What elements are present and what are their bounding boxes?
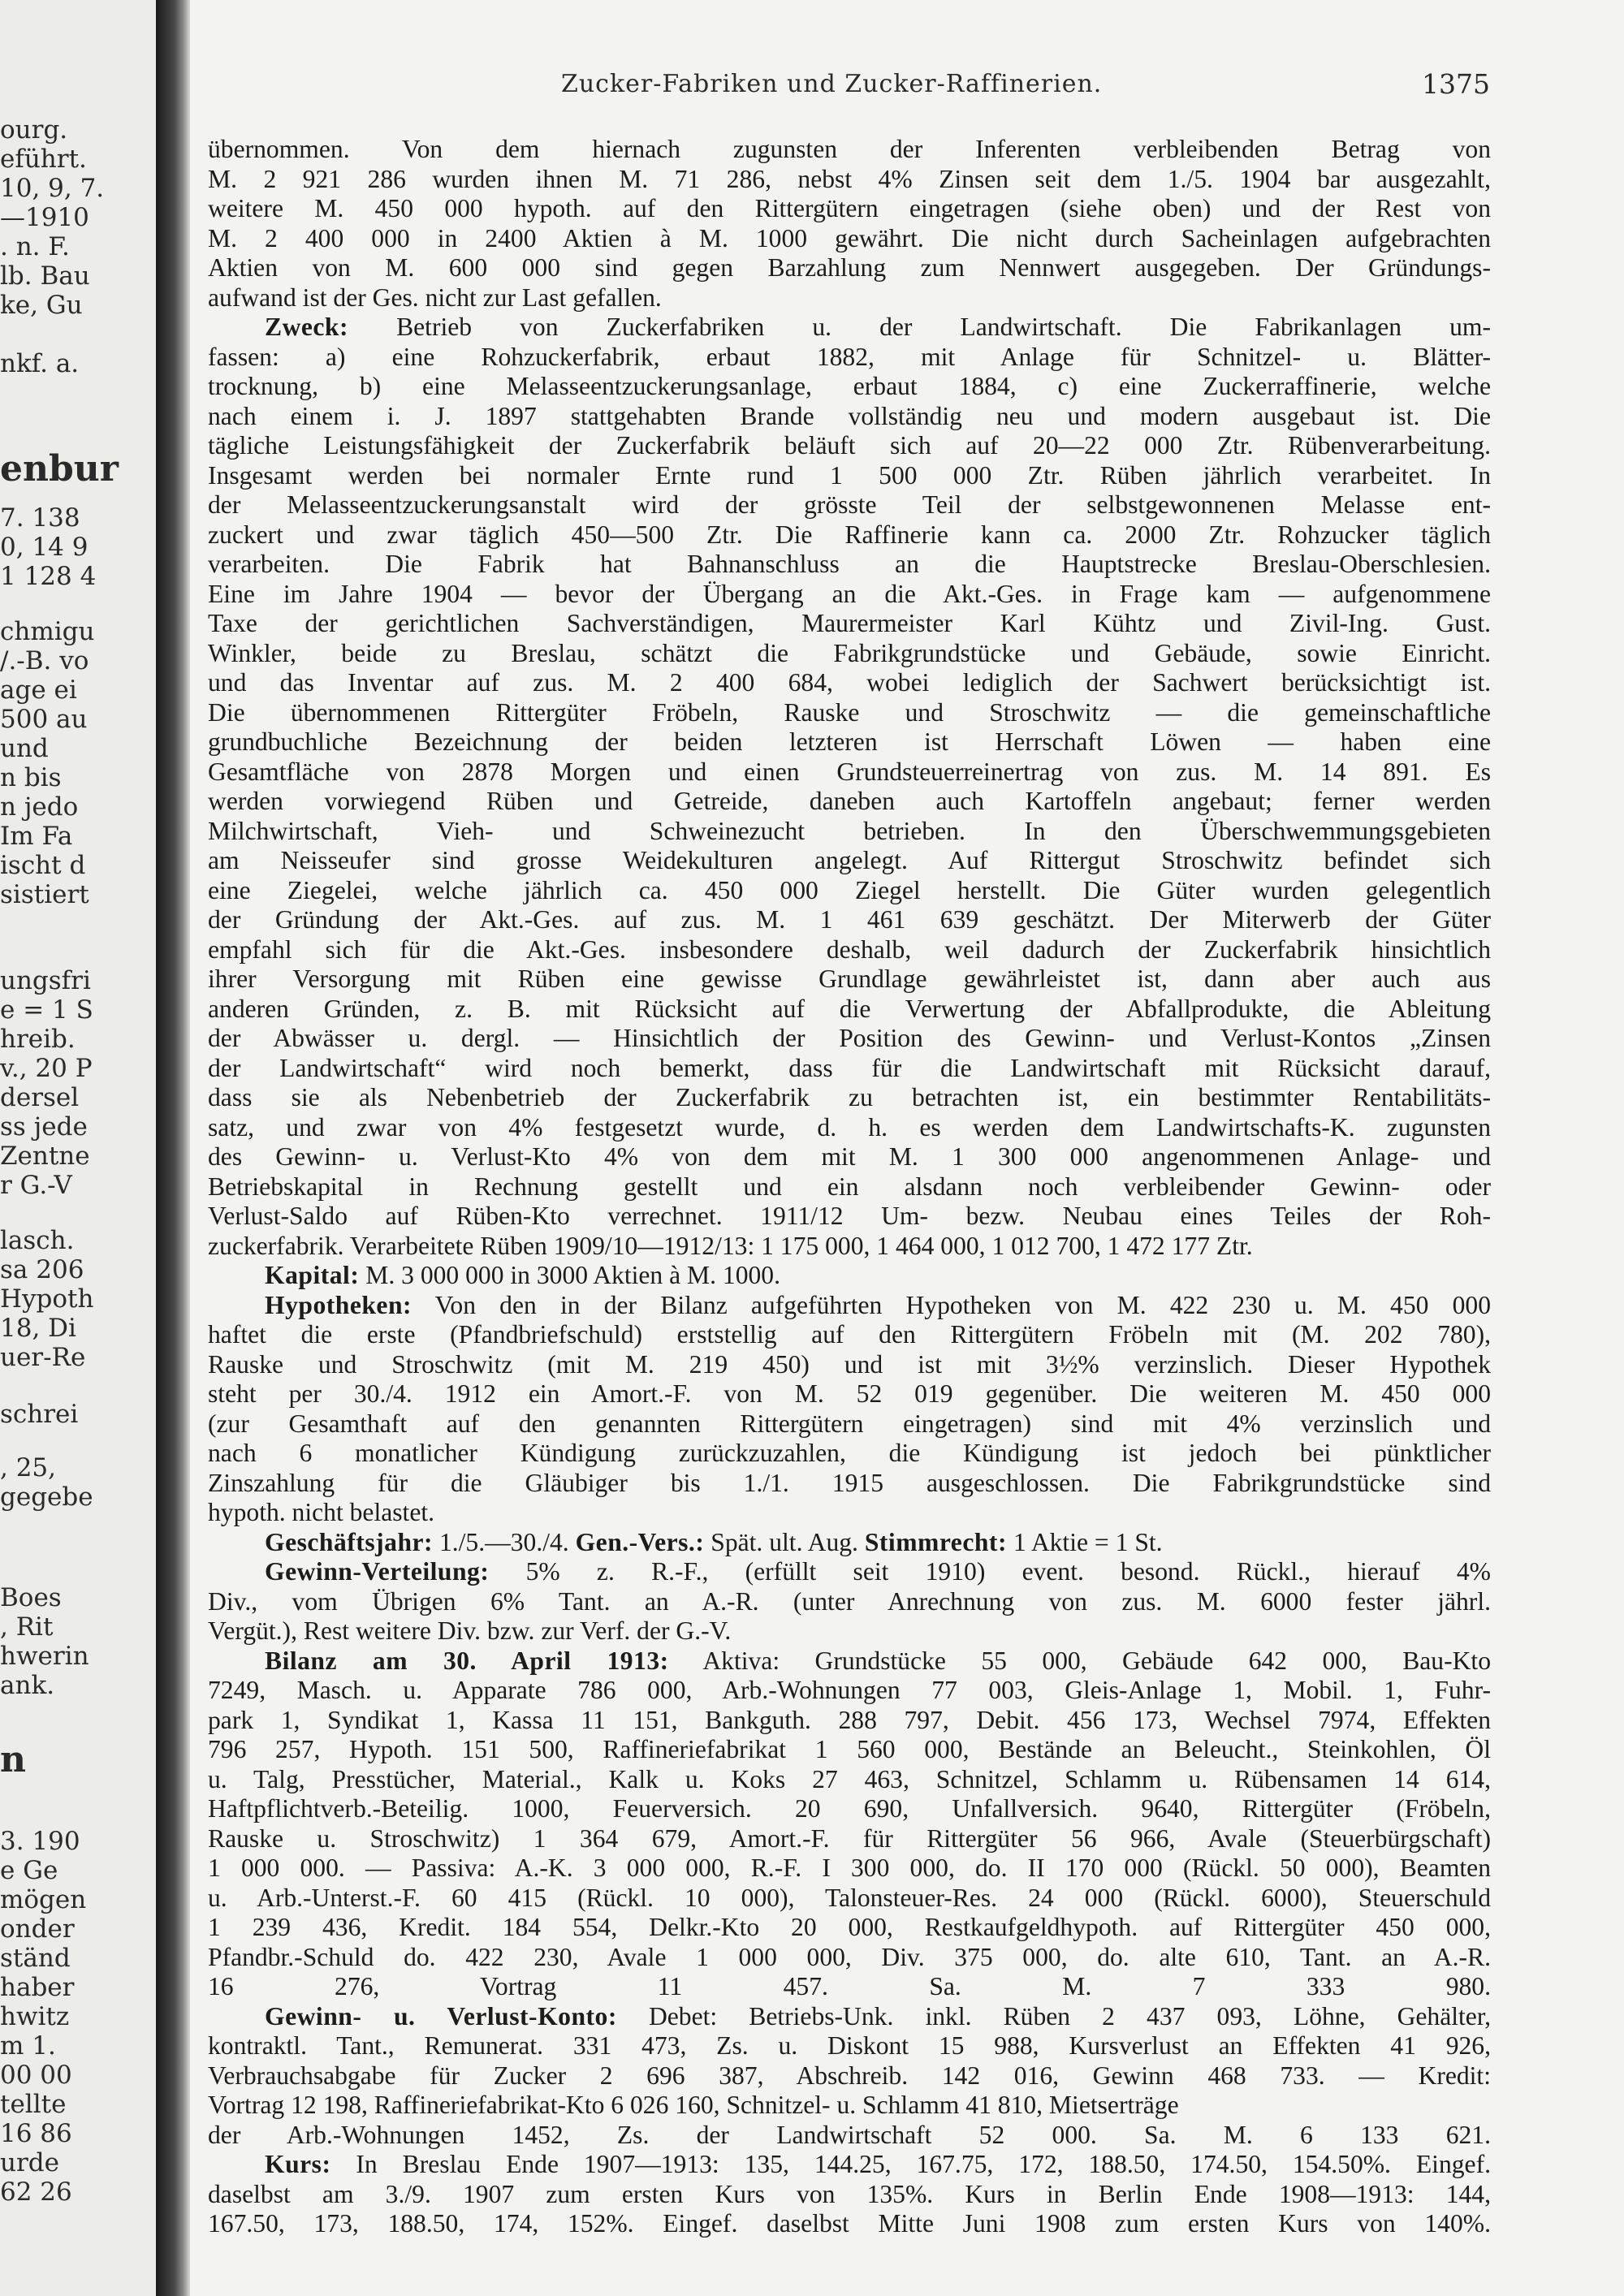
text-line: Milchwirtschaft, Vieh- und Schweinezucht betrieben. In den Überschwemmungsgebieten	[208, 816, 1491, 845]
left-page-fragment: mögen	[0, 1885, 87, 1914]
text-line: zuckerfabrik. Verarbeitete Rüben 1909/10—1912/13: 1 175 000, 1 464 000, 1 012 700, 1 472 177 Ztr.	[208, 1231, 1253, 1260]
page	[192, 0, 1624, 2296]
text-line: dass sie als Nebenbetrieb der Zuckerfabrik zu betrachten ist, ein bestimmter Rentabilitäts-	[208, 1083, 1491, 1111]
text-line: Kapital: M. 3 000 000 in 3000 Aktien à M. 1000.	[265, 1261, 781, 1289]
text-line: der Arb.-Wohnungen 1452, Zs. der Landwirtschaft 52 000. Sa. M. 6 133 621.	[208, 2120, 1491, 2149]
text-line: der Gründung der Akt.-Ges. auf zus. M. 1 461 639 geschätzt. Der Miterwerb der Güter	[208, 905, 1491, 934]
text-line: Vortrag 12 198, Raffineriefabrikat-Kto 6 026 160, Schnitzel- u. Schlamm 41 810, Mietserträge	[208, 2091, 1179, 2119]
left-page-fragment: e = 1 S	[0, 995, 93, 1025]
left-page-fragment: hwerin	[0, 1642, 89, 1671]
text-line: hypoth. nicht belastet.	[208, 1498, 435, 1526]
text-line: Verbrauchsabgabe für Zucker 2 696 387, Abschreib. 142 016, Gewinn 468 733. — Kredit:	[208, 2061, 1491, 2090]
text-line: Kurs: In Breslau Ende 1907—1913: 135, 144.25, 167.75, 172, 188.50, 174.50, 154.50%. Eingef.	[265, 2150, 1491, 2178]
text-line: verarbeiten. Die Fabrik hat Bahnanschluss an die Hauptstrecke Breslau-Oberschlesien.	[208, 550, 1491, 578]
left-page-fragment: n bis	[0, 763, 62, 792]
text-line: Haftpflichtverb.-Beteilig. 1000, Feuerversich. 20 690, Unfallversich. 9640, Rittergüter (Fröbeln,	[208, 1794, 1491, 1823]
text-line: nach 6 monatlicher Kündigung zurückzuzahlen, die Kündigung ist jedoch bei pünktlicher	[208, 1439, 1491, 1467]
running-head: Zucker-Fabriken und Zucker-Raffinerien.	[561, 70, 1103, 98]
adjacent-page-fragment	[0, 0, 158, 2296]
text-line: Gewinn- u. Verlust-Konto: Debet: Betriebs-Unk. inkl. Rüben 2 437 093, Löhne, Gehälter,	[265, 2001, 1491, 2031]
text-line: 1 000 000. — Passiva: A.-K. 3 000 000, R.-F. I 300 000, do. II 170 000 (Rückl. 50 000), Beamten	[208, 1854, 1491, 1882]
text-line: kontraktl. Tant., Remunerat. 331 473, Zs. u. Diskont 15 988, Kursverlust an Effekten 41 926,	[208, 2031, 1491, 2060]
left-page-fragment: lasch.	[0, 1226, 75, 1255]
text-line: Zweck: Betrieb von Zuckerfabriken u. der Landwirtschaft. Die Fabrikanlagen um-	[265, 313, 1491, 341]
left-page-fragment: hreib.	[0, 1025, 76, 1054]
text-line: empfahl sich für die Akt.-Ges. insbesondere deshalb, weil dadurch der Zuckerfabrik hinsichtlich	[208, 934, 1491, 964]
left-page-fragment: ss jede	[0, 1112, 88, 1142]
left-page-fragment: uer-Re	[0, 1343, 86, 1372]
left-page-fragment: und	[0, 734, 49, 763]
left-page-fragment: sa 206	[0, 1255, 84, 1284]
text-line: Die übernommenen Rittergüter Fröbeln, Rauske und Stroschwitz — die gemeinschaftliche	[208, 697, 1491, 727]
left-page-fragment: ungsfri	[0, 966, 91, 995]
left-page-fragment: 00 00	[0, 2061, 72, 2090]
text-line: steht per 30./4. 1912 ein Amort.-F. von M. 52 019 gegenüber. Die weiteren M. 450 000	[208, 1379, 1491, 1408]
left-page-fragment: Im Fa	[0, 822, 73, 851]
text-line: 1 239 436, Kredit. 184 554, Delkr.-Kto 20 000, Restkaufgeldhypoth. auf Rittergüter 450 000,	[208, 1913, 1491, 1941]
left-page-fragment: ständ	[0, 1944, 71, 1973]
left-page-fragment: 1 128 4	[0, 562, 97, 591]
text-line: zuckert und zwar täglich 450—500 Ztr. Die Raffinerie kann ca. 2000 Ztr. Rohzucker täglich	[208, 520, 1491, 549]
text-line: u. Talg, Presstücher, Material., Kalk u. Koks 27 463, Schnitzel, Schlamm u. Rübensamen 14 614,	[208, 1764, 1491, 1793]
left-page-fragment: chmigu	[0, 617, 95, 646]
text-line: der Abwässer u. dergl. — Hinsichtlich der Position des Gewinn- und Verlust-Kontos „Zinsen	[208, 1024, 1491, 1052]
left-page-fragment: tellte	[0, 2090, 67, 2119]
left-page-fragment: ischt d	[0, 851, 86, 880]
text-line: am Neisseufer sind grosse Weidekulturen angelegt. Auf Rittergut Stroschwitz befindet sich	[208, 846, 1491, 874]
left-page-fragment: dersel	[0, 1083, 80, 1112]
text-line: M. 2 400 000 in 2400 Aktien à M. 1000 gewährt. Die nicht durch Sacheinlagen aufgebrachten	[208, 223, 1491, 252]
text-line: Pfandbr.-Schuld do. 422 230, Avale 1 000 000, Div. 375 000, do. alte 610, Tant. an A.-R.	[208, 1942, 1491, 1971]
text-line: Betriebskapital in Rechnung gestellt und ein alsdann noch verbleibender Gewinn- oder	[208, 1172, 1491, 1201]
left-page-fragment: v., 20 P	[0, 1054, 93, 1083]
text-line: werden vorwiegend Rüben und Getreide, daneben auch Kartoffeln angebaut; ferner werden	[208, 787, 1491, 815]
text-line: Rauske u. Stroschwitz) 1 364 679, Amort.-F. für Rittergüter 56 966, Avale (Steuerbürgschaft)	[208, 1823, 1491, 1853]
left-page-fragment: lb. Bau	[0, 261, 90, 291]
text-line: 16 276, Vortrag 11 457. Sa. M. 7 333 980.	[208, 1972, 1491, 2000]
text-line: Taxe der gerichtlichen Sachverständigen, Maurermeister Karl Kühtz und Zivil-Ing. Gust.	[208, 609, 1491, 637]
left-page-fragment: 10, 9, 7.	[0, 174, 105, 203]
text-line: aufwand ist der Ges. nicht zur Last gefallen.	[208, 283, 662, 312]
text-line: fassen: a) eine Rohzuckerfabrik, erbaut 1882, mit Anlage für Schnitzel- u. Blätter-	[208, 342, 1491, 371]
text-line: weitere M. 450 000 hypoth. auf den Rittergütern eingetragen (siehe oben) und der Rest von	[208, 194, 1491, 222]
text-line: Gesamtfläche von 2878 Morgen und einen Grundsteuerreinertrag von zus. M. 14 891. Es	[208, 757, 1491, 786]
text-line: Verlust-Saldo auf Rüben-Kto verrechnet. 1911/12 Um- bezw. Neubau eines Teiles der Roh-	[208, 1202, 1491, 1230]
left-page-fragment: Zentne	[0, 1142, 90, 1171]
left-page-fragment: eführt.	[0, 145, 87, 174]
left-page-fragment: 16 86	[0, 2119, 72, 2148]
text-line: satz, und zwar von 4% festgesetzt wurde, d. h. es werden dem Landwirtschafts-K. zugunsten	[208, 1112, 1491, 1142]
left-page-fragment: age ei	[0, 675, 77, 705]
text-line: haftet die erste (Pfandbriefschuld) erststellig auf den Rittergütern Fröbeln mit (M. 202 780),	[208, 1320, 1491, 1349]
left-page-fragment: ke, Gu	[0, 291, 83, 320]
text-line: M. 2 921 286 wurden ihnen M. 71 286, nebst 4% Zinsen seit dem 1./5. 1904 bar ausgezahlt,	[208, 164, 1491, 193]
text-line: tägliche Leistungsfähigkeit der Zuckerfabrik beläuft sich auf 20—22 000 Ztr. Rübenverarbeitung.	[208, 431, 1491, 460]
left-page-fragment: . n. F.	[0, 232, 70, 261]
text-line: Bilanz am 30. April 1913: Aktiva: Grundstücke 55 000, Gebäude 642 000, Bau-Kto	[265, 1646, 1491, 1675]
text-line: park 1, Syndikat 1, Kassa 11 151, Bankguth. 288 797, Debit. 456 173, Wechsel 7974, Effekten	[208, 1705, 1491, 1734]
text-line: daselbst am 3./9. 1907 zum ersten Kurs von 135%. Kurs in Berlin Ende 1908—1913: 144,	[208, 2179, 1491, 2208]
left-page-fragment: , Rit	[0, 1612, 54, 1642]
text-line: Winkler, beide zu Breslau, schätzt die Fabrikgrundstücke und Gebäude, sowie Einricht.	[208, 638, 1491, 667]
left-page-fragment: onder	[0, 1914, 75, 1944]
left-page-fragment: , 25,	[0, 1453, 57, 1482]
left-page-fragment: nkf. a.	[0, 349, 80, 378]
left-page-fragment: ourg.	[0, 115, 68, 145]
text-line: anderen Gründen, z. B. mit Rücksicht auf die Verwertung der Abfallprodukte, die Ableitung	[208, 994, 1491, 1023]
text-line: Zinszahlung für die Gläubiger bis 1./1. 1915 ausgeschlossen. Die Fabrikgrundstücke sind	[208, 1468, 1491, 1497]
left-page-fragment: haber	[0, 1973, 75, 2002]
text-line: Vergüt.), Rest weitere Div. bzw. zur Verf. der G.-V.	[208, 1616, 732, 1645]
page-number: 1375	[1422, 68, 1490, 100]
left-page-fragment: m 1.	[0, 2031, 56, 2061]
text-line: Hypotheken: Von den in der Bilanz aufgeführten Hypotheken von M. 422 230 u. M. 450 000	[265, 1290, 1491, 1319]
text-line: 7249, Masch. u. Apparate 786 000, Arb.-Wohnungen 77 003, Gleis-Anlage 1, Mobil. 1, Fuhr-	[208, 1676, 1491, 1704]
text-line: 796 257, Hypoth. 151 500, Raffineriefabrikat 1 560 000, Bestände an Beleucht., Steinkohlen, Öl	[208, 1735, 1491, 1763]
text-line: Div., vom Übrigen 6% Tant. an A.-R. (unter Anrechnung von zus. M. 6000 fester jährl.	[208, 1586, 1491, 1616]
left-page-fragment: 7. 138	[0, 503, 80, 533]
left-page-fragment: enbur	[0, 448, 119, 490]
left-page-fragment: r G.-V	[0, 1171, 72, 1200]
left-page-fragment: 0, 14 9	[0, 533, 89, 562]
left-page-fragment: Boes	[0, 1583, 62, 1612]
text-line: der Melasseentzuckerungsanstalt wird der grösste Teil der selbstgewonnenen Melasse ent-	[208, 490, 1491, 519]
left-page-fragment: schrei	[0, 1400, 79, 1429]
book-spine-shadow	[156, 0, 190, 2296]
left-page-fragment: 500 au	[0, 705, 88, 734]
left-page-fragment: e Ge	[0, 1856, 58, 1885]
text-line: und das Inventar auf zus. M. 2 400 684, wobei lediglich der Sachwert berücksichtigt ist.	[208, 668, 1491, 697]
left-page-fragment: sistiert	[0, 880, 89, 909]
text-line: ihrer Versorgung mit Rüben eine gewisse Grundlage gewährleistet ist, dann aber auch aus	[208, 965, 1491, 993]
text-line: Rauske und Stroschwitz (mit M. 219 450) und ist mit 3½% verzinslich. Dieser Hypothek	[208, 1349, 1491, 1379]
text-line: Aktien von M. 600 000 sind gegen Barzahlung zum Nennwert ausgegeben. Der Gründungs-	[208, 253, 1491, 282]
left-page-fragment: 18, Di	[0, 1314, 76, 1343]
text-line: trocknung, b) eine Melasseentzuckerungsanlage, erbaut 1884, c) eine Zuckerraffinerie, welche	[208, 372, 1491, 400]
text-line: Eine im Jahre 1904 — bevor der Übergang an die Akt.-Ges. in Frage kam — aufgenommene	[208, 579, 1491, 608]
text-line: des Gewinn- u. Verlust-Kto 4% von dem mit M. 1 300 000 angenommenen Anlage- und	[208, 1142, 1491, 1171]
text-line: (zur Gesamthaft auf den genannten Rittergütern eingetragen) sind mit 4% verzinslich und	[208, 1409, 1491, 1438]
left-page-fragment: 3. 190	[0, 1827, 80, 1856]
left-page-fragment: urde	[0, 2148, 59, 2177]
left-page-fragment: Hypoth	[0, 1284, 94, 1314]
text-line: übernommen. Von dem hiernach zugunsten der Inferenten verbleibenden Betrag von	[208, 135, 1491, 163]
text-line: 167.50, 173, 188.50, 174, 152%. Eingef. daselbst Mitte Juni 1908 zum ersten Kurs von 140%.	[208, 2209, 1491, 2238]
left-page-fragment: gegebe	[0, 1482, 93, 1512]
left-page-fragment: —1910	[0, 203, 89, 232]
text-line: grundbuchliche Bezeichnung der beiden letzteren ist Herrschaft Löwen — haben eine	[208, 727, 1491, 756]
left-page-fragment: /.-B. vo	[0, 646, 89, 675]
text-line: nach einem i. J. 1897 stattgehabten Brande vollständig neu und modern ausgebaut ist. Die	[208, 401, 1491, 430]
left-page-fragment: n jedo	[0, 792, 79, 822]
text-line: u. Arb.-Unterst.-F. 60 415 (Rückl. 10 000), Talonsteuer-Res. 24 000 (Rückl. 6000), Steuerschuld	[208, 1883, 1491, 1912]
text-line: eine Ziegelei, welche jährlich ca. 450 000 Ziegel herstellt. Die Güter wurden gelegentlich	[208, 875, 1491, 904]
text-line: Geschäftsjahr: 1./5.—30./4. Gen.-Vers.: Spät. ult. Aug. Stimmrecht: 1 Aktie = 1 St.	[265, 1527, 1163, 1556]
text-line: der Landwirtschaft“ wird noch bemerkt, dass für die Landwirtschaft mit Rücksicht darauf,	[208, 1053, 1491, 1082]
text-line: Insgesamt werden bei normaler Ernte rund 1 500 000 Ztr. Rüben jährlich verarbeitet. In	[208, 460, 1491, 490]
text-line: Gewinn-Verteilung: 5% z. R.-F., (erfüllt seit 1910) event. besond. Rückl., hierauf 4%	[265, 1557, 1491, 1586]
left-page-fragment: 62 26	[0, 2177, 72, 2207]
left-page-fragment: n	[0, 1739, 26, 1780]
text-block	[208, 135, 1491, 2239]
left-page-fragment: ank.	[0, 1671, 55, 1700]
left-page-fragment: hwitz	[0, 2002, 70, 2031]
